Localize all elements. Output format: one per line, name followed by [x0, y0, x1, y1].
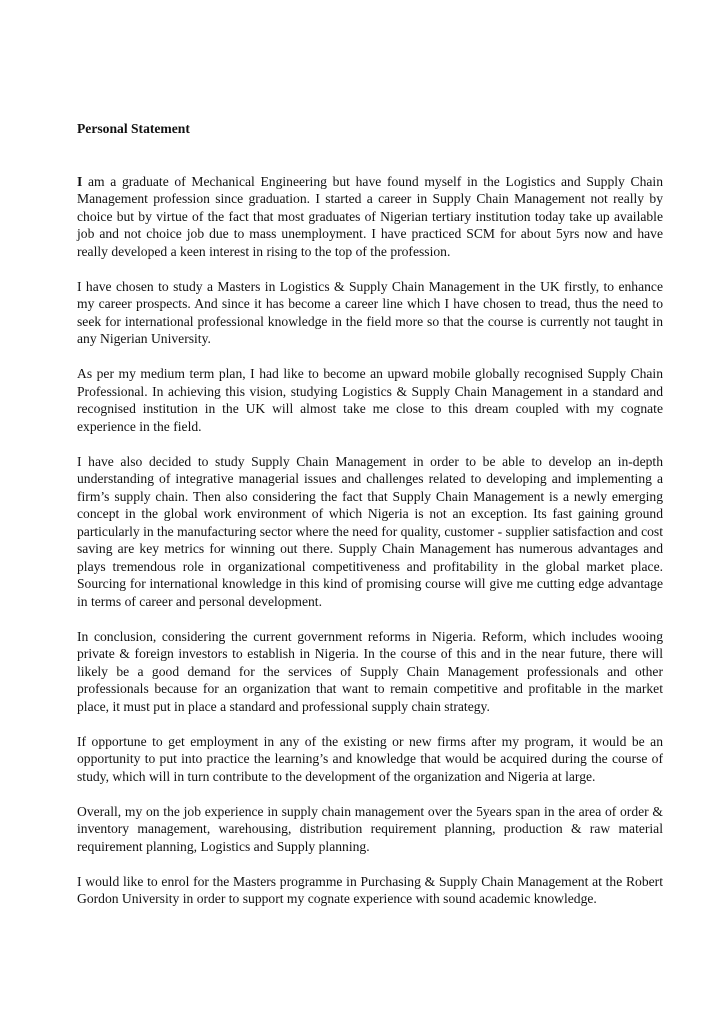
page-title: Personal Statement — [77, 121, 190, 136]
paragraph-scm-motivation: I have also decided to study Supply Chain Management in order to be able to develop an in-depth understanding of integrative managerial issues and challenges related to developing and implementing a firm’s supply chain. Then also considering the fact that Supply Chain Management is a newly emerging concept in the global work environment of which Nigeria is not an exception. Its fast gaining ground particularly in the manufacturing sector where the need for quality, customer - supplier satisfaction and cost saving are key metrics for winning out there. Supply Chain Management has numerous advantages and plays tremendous role in organizational competitiveness and profitability in the global market place. Sourcing for international knowledge in this kind of promising course will give me cutting edge advantage in terms of career and personal development. — [77, 453, 663, 609]
drop-lead-letter: I — [77, 173, 83, 189]
paragraph-conclusion: In conclusion, considering the current government reforms in Nigeria. Reform, which includes wooing private & foreign investors to establish in Nigeria. In the course of this and in the near future, there will likely be a good demand for the services of Supply Chain Management professionals and other professionals because for an organization that want to remain competitive and profitable in the market place, it must put in place a standard and professional supply chain strategy. — [77, 628, 663, 714]
document-body — [77, 120, 663, 925]
paragraph-text: am a graduate of Mechanical Engineering but have found myself in the Logistics and Supply Chain Management profession since graduation. I started a career in Supply Chain Management not really by choice but by virtue of the fact that most graduates of Nigerian tertiary institution today take up available job and not choice job due to mass unemployment. I have practiced SCM for about 5yrs now and have really developed a keen interest in rising to the top of the profession. — [77, 173, 663, 259]
paragraph-study-choice: I have chosen to study a Masters in Logistics & Supply Chain Management in the UK firstly, to enhance my career prospects. And since it has become a career line which I have chosen to tread, thus the need to seek for international professional knowledge in the field more so that the course is currently not taught in any Nigerian University. — [77, 278, 663, 346]
paragraph-intro — [77, 173, 663, 261]
paragraph-enrolment: I would like to enrol for the Masters programme in Purchasing & Supply Chain Management at the Robert Gordon University in order to support my cognate experience with sound academic knowledge. — [77, 873, 663, 906]
paragraph-medium-term-plan: As per my medium term plan, I had like to become an upward mobile globally recognised Supply Chain Professional. In achieving this vision, studying Logistics & Supply Chain Management in a standard and recognised institution in the UK will almost take me close to this dream coupled with my cognate experience in the field. — [77, 366, 663, 434]
paragraph-experience: Overall, my on the job experience in supply chain management over the 5years span in the area of order & inventory management, warehousing, distribution requirement planning, production & raw material requirement planning, Logistics and Supply planning. — [77, 803, 663, 854]
paragraph-employment: If opportune to get employment in any of the existing or new firms after my program, it would be an opportunity to put into practice the learning’s and knowledge that would be acquired during the course of study, which will in turn contribute to the development of the organization and Nigeria at large. — [77, 733, 663, 784]
